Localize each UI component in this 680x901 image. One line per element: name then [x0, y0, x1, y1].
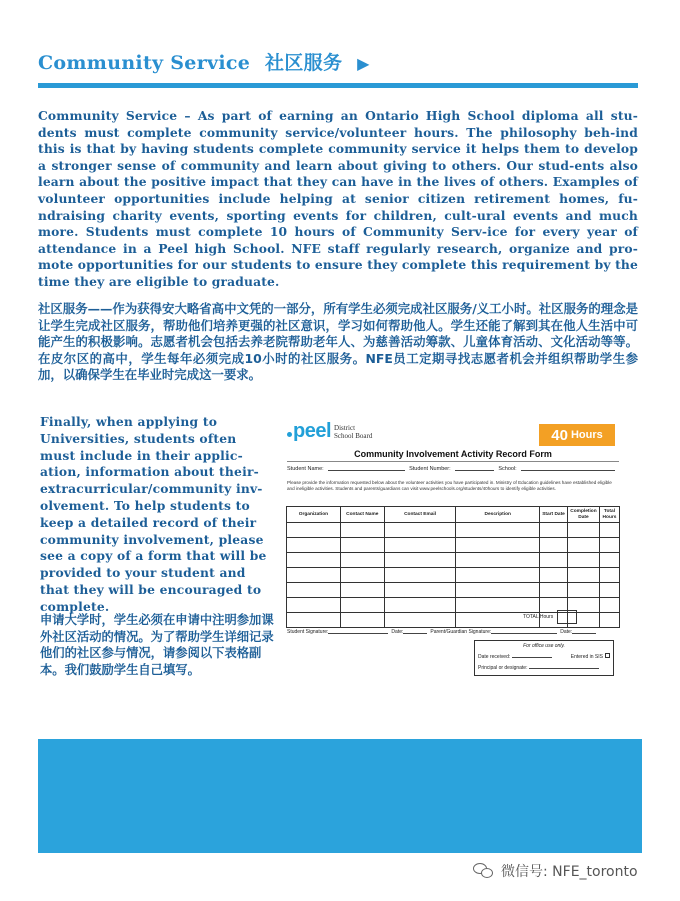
page-title-zh: 社区服务 — [265, 52, 343, 74]
table-cell — [456, 553, 540, 568]
table-cell — [567, 538, 599, 553]
col-total-hours: Total Hours — [599, 507, 619, 523]
page-title — [38, 48, 370, 75]
table-cell — [384, 598, 456, 613]
footer-blue-band — [38, 739, 642, 853]
table-cell — [287, 568, 341, 583]
table-cell — [456, 538, 540, 553]
table-cell — [599, 598, 619, 613]
student-info-row — [287, 466, 619, 472]
wechat-watermark — [473, 861, 638, 881]
table-cell — [540, 568, 568, 583]
entered-checkbox-icon — [605, 653, 610, 658]
table-cell — [340, 568, 384, 583]
table-row — [287, 523, 620, 538]
school-line — [521, 466, 615, 471]
table-cell — [384, 583, 456, 598]
form-divider — [287, 461, 619, 462]
apply-paragraph-en: Finally, when applying to Universities, students often must include in their applic-ation, information about their-extracurricular/community inv-olvement. To help students to keep a detailed record of their community involvement, please see a copy of a form that will be provided to your student and that they will be encouraged to complete. — [40, 414, 267, 614]
student-signature-label: Student Signature: — [287, 629, 329, 635]
table-cell — [599, 553, 619, 568]
logo-dot-icon — [287, 432, 292, 437]
table-cell — [384, 568, 456, 583]
col-contact-name: Contact Name — [340, 507, 384, 523]
record-form-image — [283, 414, 623, 680]
table-cell — [456, 523, 540, 538]
principal-line — [529, 664, 599, 669]
col-description: Description — [456, 507, 540, 523]
table-cell — [340, 613, 384, 628]
entered-label: Entered in SIS — [570, 654, 603, 660]
peel-logo — [287, 420, 372, 443]
table-cell — [384, 523, 456, 538]
table-cell — [599, 523, 619, 538]
table-row — [287, 553, 620, 568]
student-name-label: Student Name: — [287, 466, 324, 472]
date-label-2: Date: — [560, 629, 573, 635]
student-signature-line — [328, 629, 388, 634]
table-row — [287, 538, 620, 553]
total-hours-box — [557, 610, 577, 624]
page-title-en: Community Service — [38, 52, 251, 74]
table-cell — [599, 568, 619, 583]
total-hours-label: TOTAL Hours — [523, 614, 554, 620]
table-row — [287, 568, 620, 583]
table-cell — [599, 583, 619, 598]
table-cell — [340, 598, 384, 613]
table-cell — [340, 553, 384, 568]
table-cell — [540, 538, 568, 553]
logo-sub-line-2: School Board — [334, 431, 373, 440]
office-row-received — [478, 653, 610, 660]
table-header-row — [287, 507, 620, 523]
logo-word: peel — [293, 420, 332, 442]
table-cell — [340, 583, 384, 598]
date-line-1 — [403, 629, 427, 634]
office-row-principal — [478, 664, 610, 671]
table-cell — [287, 613, 341, 628]
student-name-line — [328, 466, 405, 471]
badge-text: Hours — [570, 429, 603, 441]
table-cell — [599, 613, 619, 628]
table-cell — [567, 583, 599, 598]
date-label-1: Date: — [391, 629, 404, 635]
student-number-label: Student Number: — [409, 466, 451, 472]
wechat-icon — [473, 863, 495, 879]
student-number-line — [455, 466, 495, 471]
badge-number: 40 — [551, 426, 568, 444]
table-cell — [567, 523, 599, 538]
date-received-label: Date received: — [478, 654, 511, 660]
table-cell — [287, 523, 341, 538]
header-divider — [38, 83, 638, 88]
col-completion-date: Completion Date — [567, 507, 599, 523]
office-title: For office use only. — [523, 643, 565, 649]
total-hours-row — [523, 610, 577, 624]
signature-row — [287, 629, 619, 635]
intro-paragraph-zh: 社区服务——作为获得安大略省高中文凭的一部分，所有学生必须完成社区服务/义工小时。社区服务的理念是让学生完成社区服务，帮助他们培养更强的社区意识，学习如何帮助他人。学生还能了解到其在他人生活中可能产生的积极影响。志愿者机会包括去养老院帮助老年人、为慈善活动筹款、儿童体育活动、文化活动等等。在皮尔区的高中，学生每年必须完成10小时的社区服务。NFE员工定期寻找志愿者机会并组织帮助学生参加，以确保学生在毕业时完成这一要求。 — [38, 301, 638, 382]
play-arrow-icon: ▶ — [357, 54, 370, 73]
table-cell — [384, 553, 456, 568]
wechat-label: 微信号: NFE_toronto — [501, 864, 638, 880]
table-cell — [567, 568, 599, 583]
table-cell — [456, 583, 540, 598]
table-cell — [599, 538, 619, 553]
parent-signature-line — [491, 629, 557, 634]
table-cell — [287, 583, 341, 598]
date-line-2 — [572, 629, 596, 634]
table-cell — [540, 553, 568, 568]
intro-paragraph-en: Community Service – As part of earning an Ontario High School diploma all stu-dents must complete community service/volunteer hours. The philosophy beh-ind this is that by having students complete community service it helps them to develop a stronger sense of community and learn about giving to others. Our stud-ents also learn about the positive impact that they can have in the lives of others. Examples of volunteer opportunities include helping at senior citizen retirement homes, fu-ndraising charity events, sporting events for children, cult-ural events and much more. Students must complete 10 hours of Community Serv-ice for every year of attendance in a Peel high School. NFE staff regularly research, organize and pro-mote opportunities for our students to ensure they complete this requirement by the time they are eligible to graduate. — [38, 108, 638, 289]
table-cell — [287, 598, 341, 613]
principal-label: Principal or designate: — [478, 665, 528, 671]
logo-sub-line-1: District — [334, 423, 356, 432]
table-cell — [567, 553, 599, 568]
form-instructions: Please provide the information requested below about the volunteer activities you have participated in. Ministry of Education guidelines have established eligible and ineligible activities. Students and parents/guardians can visit www.peelschools.org/students/40hours to identify eligible activities. — [287, 480, 612, 491]
table-cell — [287, 538, 341, 553]
col-organization: Organization — [287, 507, 341, 523]
form-title: Community Involvement Activity Record Form — [354, 449, 552, 459]
table-cell — [456, 568, 540, 583]
office-use-box — [474, 640, 614, 676]
logo-subtitle — [334, 424, 372, 440]
table-cell — [384, 538, 456, 553]
table-cell — [540, 583, 568, 598]
date-received-line — [512, 653, 552, 658]
school-label: School: — [498, 466, 517, 472]
parent-signature-label: Parent/Guardian Signature: — [430, 629, 492, 635]
table-cell — [287, 553, 341, 568]
table-cell — [340, 523, 384, 538]
apply-paragraph-zh: 申请大学时，学生必须在申请中注明参加课外社区活动的情况。为了帮助学生详细记录他们的社区参与情况，请参阅以下表格副本。我们鼓励学生自己填写。 — [40, 613, 274, 678]
table-row — [287, 583, 620, 598]
table-cell — [540, 523, 568, 538]
table-cell — [384, 613, 456, 628]
table-cell — [340, 538, 384, 553]
forty-hours-badge — [539, 424, 615, 446]
col-start-date: Start Date — [540, 507, 568, 523]
col-contact-email: Contact Email — [384, 507, 456, 523]
